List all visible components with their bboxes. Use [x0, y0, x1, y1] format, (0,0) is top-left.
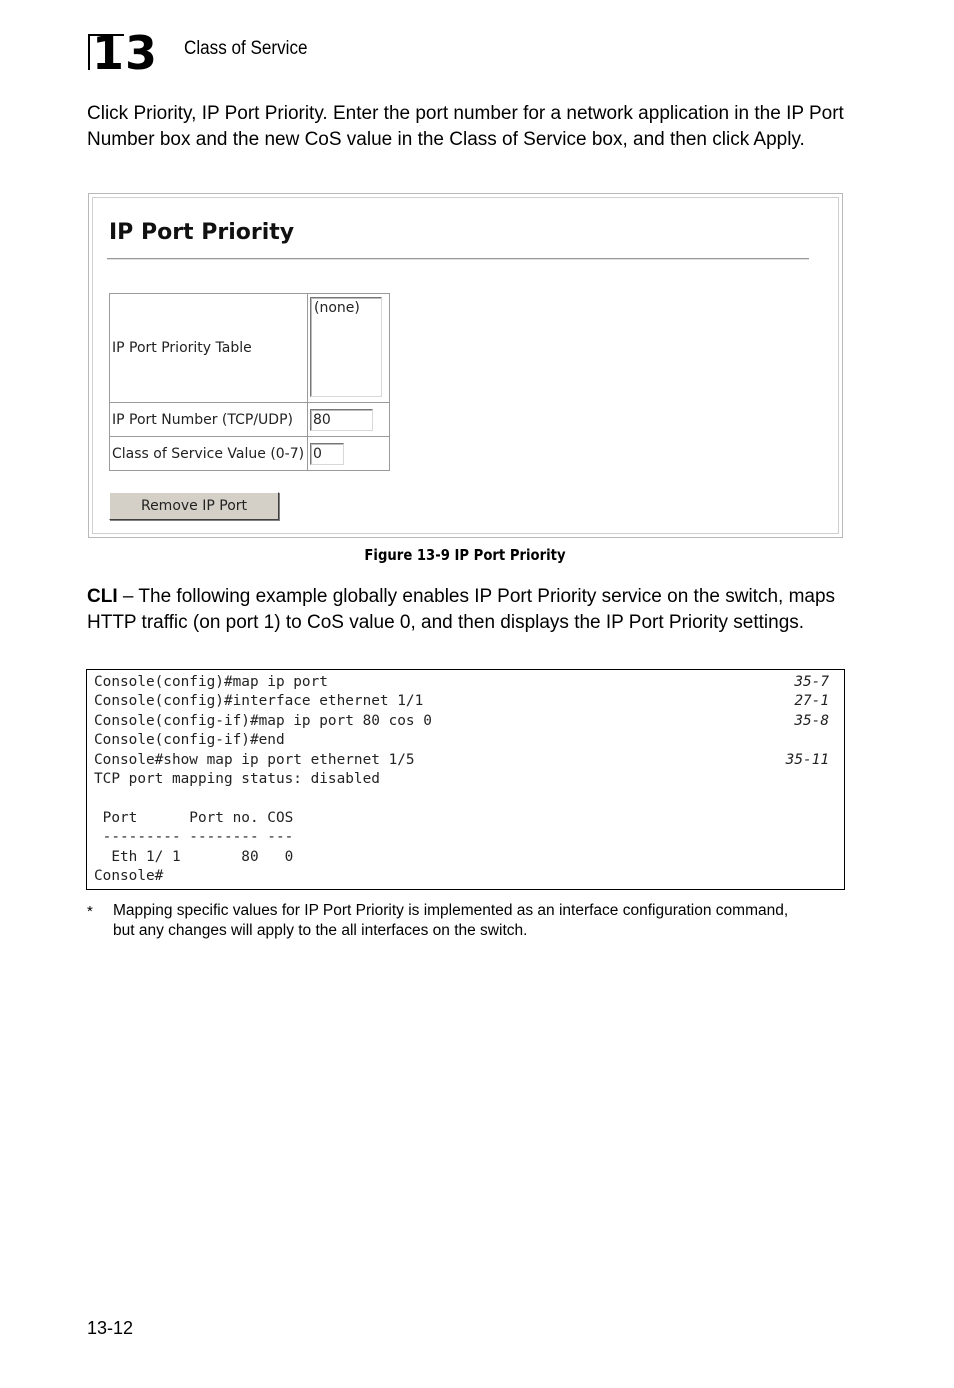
- cli-label: CLI: [87, 586, 118, 607]
- intro-paragraph: Click Priority, IP Port Priority. Enter the port number for a network application in the IP Port Number box and the new CoS value in the Class of Service box, and then click Apply.: [87, 103, 844, 150]
- title-divider: [107, 258, 809, 260]
- ip-port-priority-form: [109, 293, 390, 471]
- remove-ip-port-button[interactable]: Remove IP Port: [109, 492, 279, 520]
- code-line: Console#: [94, 868, 164, 884]
- priority-table-listbox[interactable]: [310, 297, 382, 397]
- ip-port-priority-figure: [88, 193, 843, 538]
- code-line: Port Port no. COS: [94, 809, 294, 826]
- code-line: --------- -------- ---: [94, 829, 294, 846]
- code-line: Eth 1/ 1 80 0: [94, 848, 294, 865]
- code-line: Console(config-if)#map ip port 80 cos 0 35-8: [94, 712, 829, 731]
- code-line: Console(config-if)#end: [94, 732, 285, 749]
- code-line: [94, 789, 829, 808]
- port-number-label: IP Port Number (TCP/UDP): [110, 403, 308, 437]
- command-reference: 35-8: [794, 712, 829, 729]
- command-reference: 27-1: [794, 693, 829, 710]
- cli-code-block: [86, 669, 845, 890]
- cos-value-input[interactable]: 0: [310, 443, 344, 465]
- code-line: Console#show map ip port ethernet 1/5 35-11: [94, 751, 829, 770]
- footnote-marker: *: [87, 903, 93, 920]
- priority-table-item[interactable]: (none): [314, 300, 360, 316]
- code-line: Console(config)#interface ethernet 1/1 27-1: [94, 692, 829, 711]
- command-reference: 35-11: [785, 751, 829, 768]
- figure-title: IP Port Priority: [109, 220, 295, 245]
- priority-table-label: IP Port Priority Table: [110, 294, 308, 403]
- code-line: TCP port mapping status: disabled: [94, 771, 380, 787]
- footnote-text: Mapping specific values for IP Port Priority is implemented as an interface configuration command, but any changes will apply to the all interfaces on the switch.: [113, 902, 789, 939]
- port-number-input[interactable]: 80: [310, 409, 373, 431]
- cos-value-label: Class of Service Value (0-7): [110, 437, 308, 471]
- command-reference: 35-7: [794, 674, 829, 690]
- code-line: Console(config)#map ip port 35-7: [94, 673, 829, 692]
- page-number: 13-12: [87, 1318, 134, 1338]
- cli-paragraph: [87, 584, 847, 635]
- figure-frame: [92, 197, 839, 534]
- chapter-number: 13: [88, 30, 154, 76]
- chapter-title: Class of Service: [184, 38, 308, 59]
- cli-description: – The following example globally enables IP Port Priority service on the switch, maps HTTP traffic (on port 1) to CoS value 0, and then displays the IP Port Priority settings.: [87, 586, 836, 633]
- figure-caption: Figure 13-9 IP Port Priority: [364, 546, 566, 564]
